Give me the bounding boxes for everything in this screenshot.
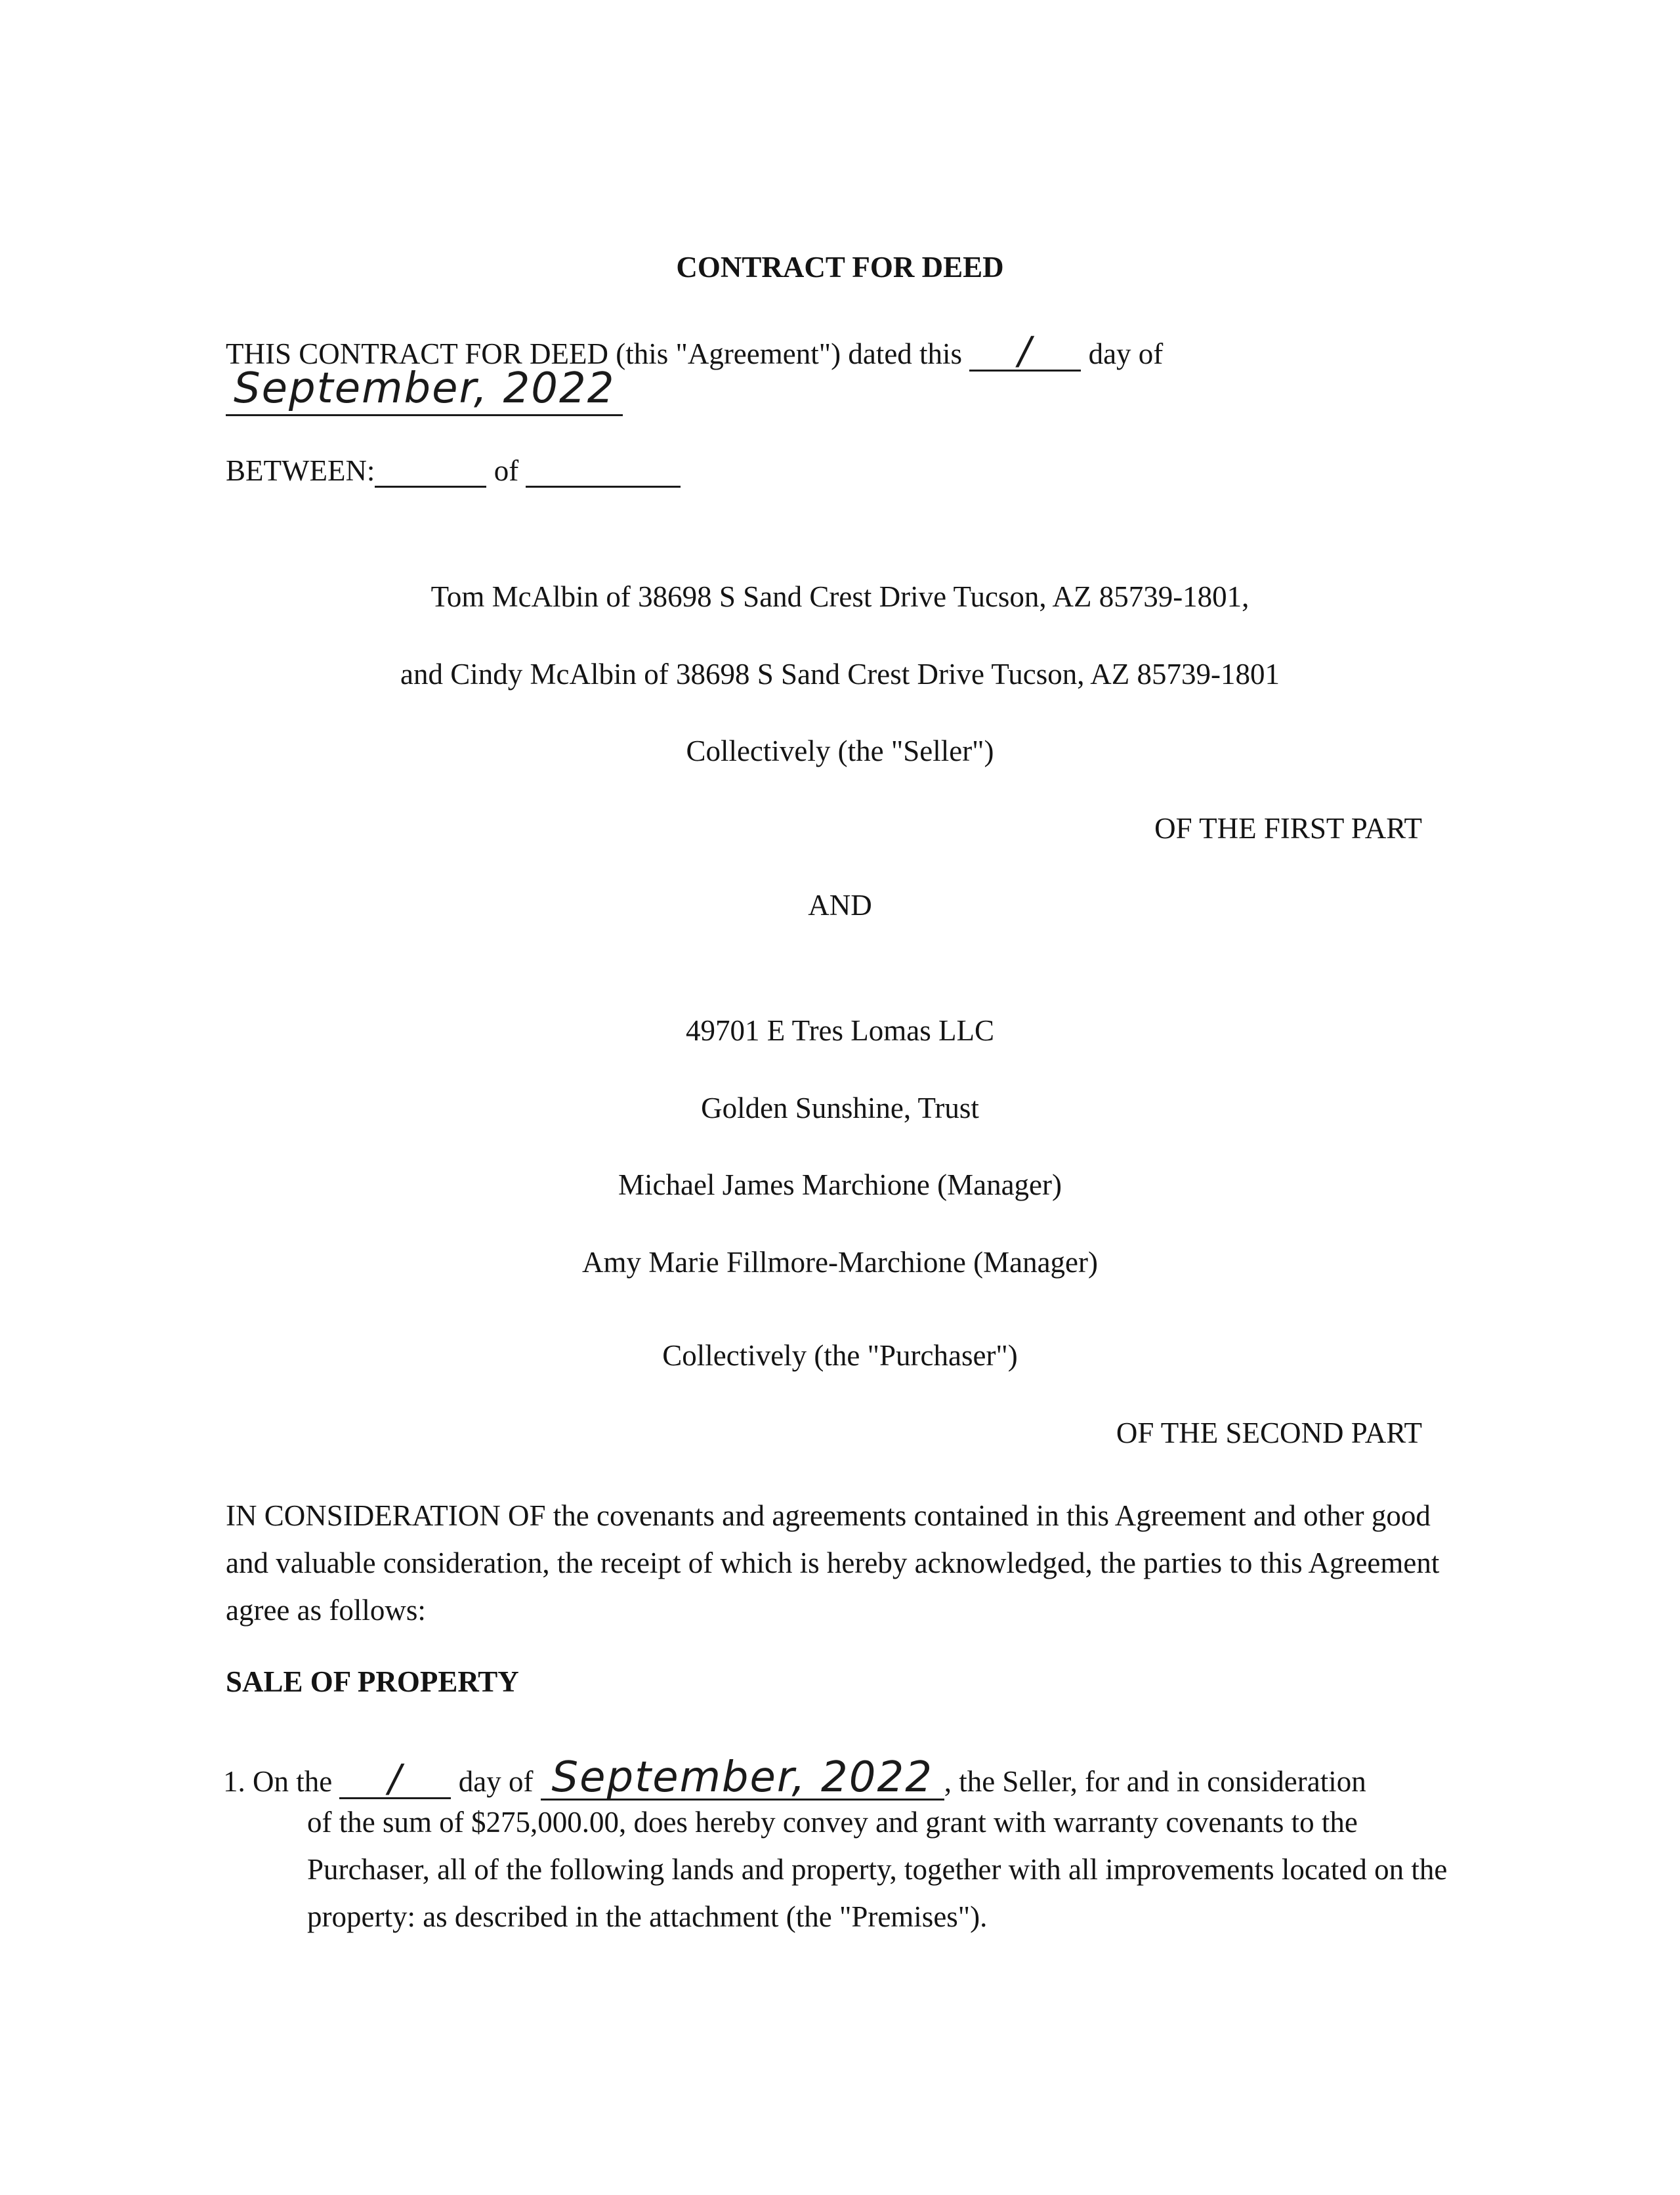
- clause-1-first-line-rest: , the Seller, for and in consideration: [944, 1765, 1366, 1798]
- clause-1-month-field: [541, 1753, 944, 1802]
- intro-day-of-label: day of: [1088, 337, 1164, 370]
- and-label: AND: [808, 889, 872, 922]
- intro-month-field: [226, 364, 623, 413]
- purchaser-collective-label: Collectively (the "Purchaser"): [662, 1339, 1018, 1372]
- seller-party-2: and Cindy McAlbin of 38698 S Sand Crest Drive Tucson, AZ 85739-1801: [400, 658, 1280, 691]
- clause-1-day-value: /: [388, 1756, 403, 1801]
- clause-1-day-of-label: day of: [458, 1765, 534, 1798]
- clause-1-number: 1.: [223, 1765, 245, 1798]
- clause-1-on-the-label: On the: [253, 1765, 333, 1798]
- clause-1-day-field: [339, 1756, 451, 1801]
- second-part-label: OF THE SECOND PART: [1116, 1417, 1422, 1449]
- seller-party-1: Tom McAlbin of 38698 S Sand Crest Drive Tucson, AZ 85739-1801,: [430, 580, 1250, 613]
- section-heading-sale-of-property: SALE OF PROPERTY: [226, 1665, 519, 1698]
- between-line: [226, 456, 681, 488]
- intro-day-value: /: [1018, 328, 1033, 373]
- between-address-field: [526, 456, 681, 488]
- clause-1-first-line: [223, 1753, 1366, 1802]
- intro-day-field: [969, 328, 1081, 373]
- clause-1-body: of the sum of $275,000.00, does hereby convey and grant with warranty covenants to the Purchaser, all of the following lands and property, together with all improvements located on the property: as described in the attachment (the "Premises").: [307, 1806, 1448, 1933]
- consideration-paragraph: IN CONSIDERATION OF the covenants and agreements contained in this Agreement and other good and valuable consideration, the receipt of which is hereby acknowledged, the parties to this Agreement agree as follows:: [226, 1499, 1440, 1627]
- purchaser-party-1: 49701 E Tres Lomas LLC: [685, 1014, 995, 1047]
- between-label: BETWEEN:: [226, 454, 375, 487]
- clause-1-month-year-value: September, 2022: [551, 1753, 933, 1802]
- between-of-label: of: [494, 454, 519, 487]
- between-name-field: [375, 456, 486, 488]
- seller-collective-label: Collectively (the "Seller"): [686, 735, 994, 767]
- purchaser-party-3: Michael James Marchione (Manager): [618, 1168, 1062, 1201]
- document-title: CONTRACT FOR DEED: [676, 251, 1004, 284]
- purchaser-party-4: Amy Marie Fillmore-Marchione (Manager): [582, 1246, 1098, 1279]
- purchaser-party-2: Golden Sunshine, Trust: [701, 1092, 979, 1124]
- intro-month-year-value: September, 2022: [226, 364, 623, 416]
- first-part-label: OF THE FIRST PART: [1154, 812, 1422, 845]
- agreement-intro-text: THIS CONTRACT FOR DEED (this "Agreement") dated this: [226, 337, 963, 370]
